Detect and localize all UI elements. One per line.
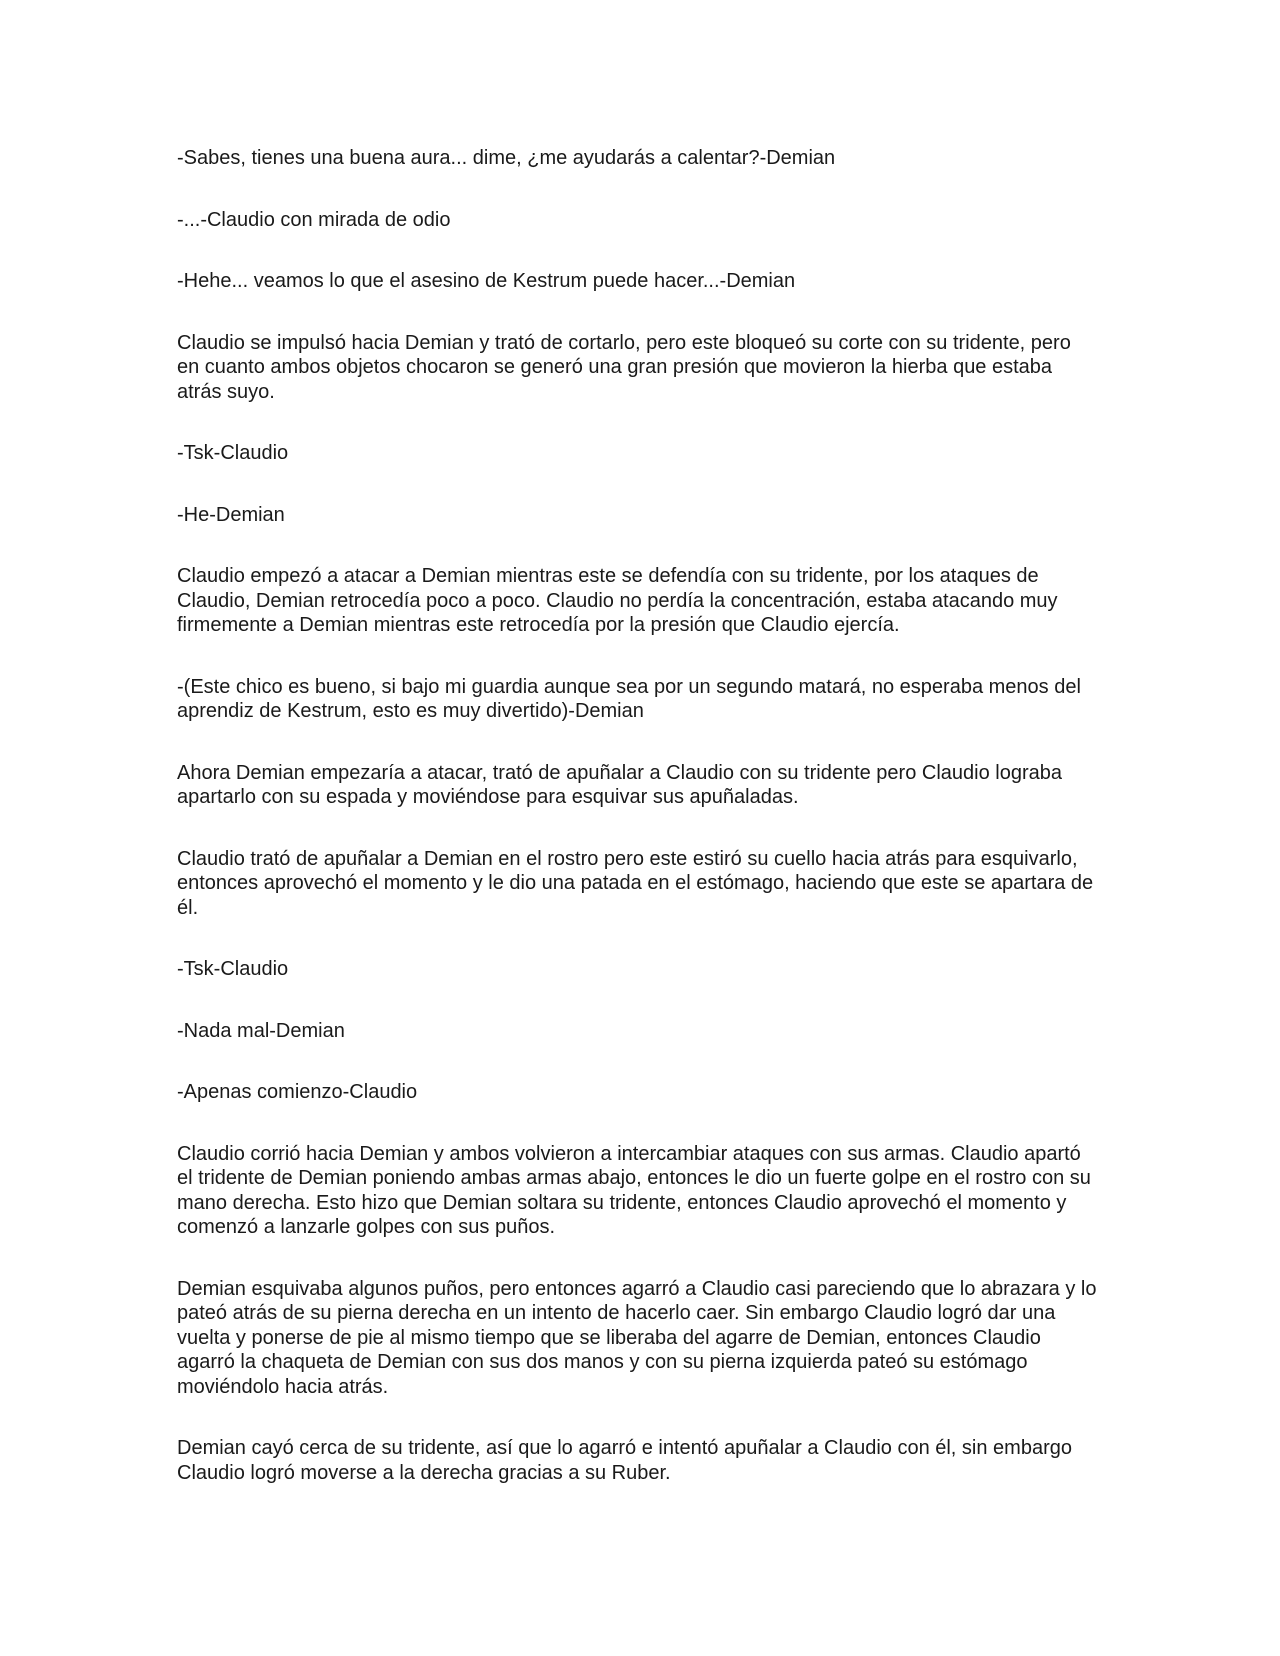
paragraph-narration: Claudio corrió hacia Demian y ambos volvieron a intercambiar ataques con sus armas. Claudio apartó el tridente de Demian poniendo ambas armas abajo, entonces le dio un fuerte golpe en el rostro con su mano derecha. Esto hizo que Demian soltara su tridente, entonces Claudio aprovechó el momento y comenzó a lanzarle golpes con sus puños. xyxy=(177,1142,1091,1238)
paragraph-narration: Claudio se impulsó hacia Demian y trató de cortarlo, pero este bloqueó su corte con su tridente, pero en cuanto ambos objetos chocaron se generó una gran presión que movieron la hierba que estaba atrás suyo. xyxy=(177,331,1071,403)
paragraph-dialogue: -Hehe... veamos lo que el asesino de Kestrum puede hacer...-Demian xyxy=(177,270,796,292)
paragraph-dialogue: -Tsk-Claudio xyxy=(177,958,289,980)
paragraph-narration: Claudio empezó a atacar a Demian mientras este se defendía con su tridente, por los ataques de Claudio, Demian retrocedía poco a poco. Claudio no perdía la concentración, estaba atacando muy firmemente a Demian mientras este retrocedía por la presión que Claudio ejercía. xyxy=(177,565,1058,636)
paragraph-dialogue: -Sabes, tienes una buena aura... dime, ¿me ayudarás a calentar?-Demian xyxy=(177,147,836,169)
paragraph-dialogue: -Tsk-Claudio xyxy=(177,442,289,464)
paragraph-dialogue: -...-Claudio con mirada de odio xyxy=(177,208,451,231)
paragraph-narration: Demian cayó cerca de su tridente, así que lo agarró e intentó apuñalar a Claudio con él, sin embargo Claudio logró moverse a la derecha gracias a su Ruber. xyxy=(177,1437,1072,1484)
paragraph-dialogue: -He-Demian xyxy=(177,503,285,526)
paragraph-narration: Claudio trató de apuñalar a Demian en el rostro pero este estiró su cuello hacia atrás para esquivarlo, entonces aprovechó el momento y le dio una patada en el estómago, haciendo que este se apartara de él. xyxy=(177,847,1094,919)
document-body xyxy=(177,146,1097,1522)
paragraph-narration: Ahora Demian empezaría a atacar, trató de apuñalar a Claudio con su tridente pero Claudio lograba apartarlo con su espada y moviéndose para esquivar sus apuñaladas. xyxy=(177,761,1062,808)
paragraph-dialogue: -Nada mal-Demian xyxy=(177,1019,345,1042)
paragraph-dialogue: -Apenas comienzo-Claudio xyxy=(177,1081,418,1103)
paragraph-thought: -(Este chico es bueno, si bajo mi guardia aunque sea por un segundo matará, no esperaba menos del aprendiz de Kestrum, esto es muy divertido)-Demian xyxy=(177,675,1081,722)
paragraph-narration: Demian esquivaba algunos puños, pero entonces agarró a Claudio casi pareciendo que lo abrazara y lo pateó atrás de su pierna derecha en un intento de hacerlo caer. Sin embargo Claudio logró dar una vuelta y ponerse de pie al mismo tiempo que se liberaba del agarre de Demian, entonces Claudio agarró la chaqueta de Demian con sus dos manos y con su pierna izquierda pateó su estómago moviéndolo hacia atrás. xyxy=(177,1277,1097,1398)
